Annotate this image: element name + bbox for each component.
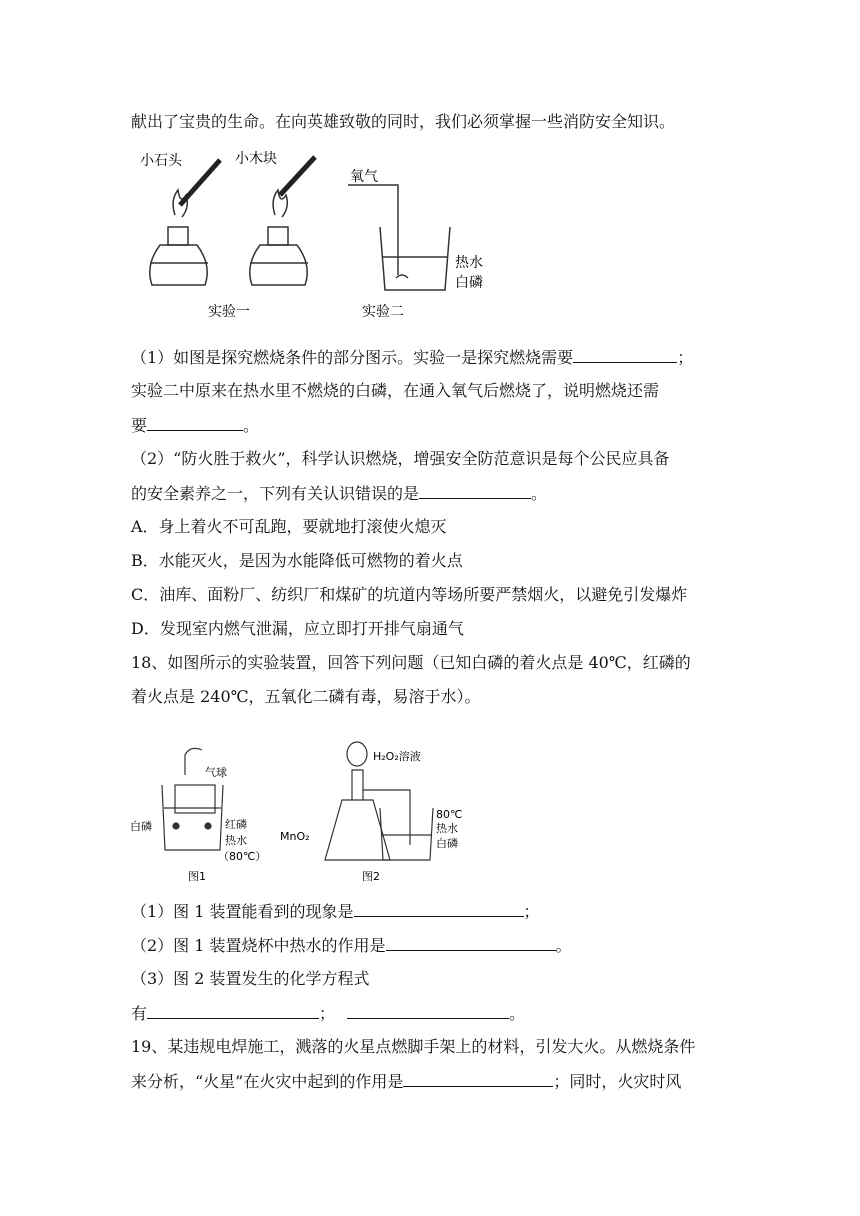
text: 。 — [509, 1004, 526, 1023]
label-balloon: 气球 — [205, 766, 227, 779]
label-h2o2: H₂O₂溶液 — [373, 750, 421, 763]
answer-blank[interactable] — [419, 483, 531, 499]
text: （1）如图是探究燃烧条件的部分图示。实验一是探究燃烧需要 — [131, 348, 574, 367]
text-line — [131, 935, 572, 956]
text-line — [131, 415, 259, 436]
label-whiteP: 白磷 — [130, 820, 152, 833]
text: （1）图 1 装置能看到的现象是 — [131, 902, 354, 921]
text-line — [131, 653, 691, 673]
text-line — [131, 347, 693, 368]
text: （2）图 1 装置烧杯中热水的作用是 — [131, 936, 386, 955]
option-b — [131, 551, 463, 571]
text: ； — [523, 902, 540, 921]
phosphorus-experiment-figure — [130, 720, 470, 890]
label-hotwater: 热水 — [455, 255, 483, 271]
label-whiteP: 白磷 — [455, 275, 483, 291]
text: A．身上着火不可乱跑，要就地打滚使火熄灭 — [131, 517, 447, 536]
label-redP: 红磷 — [225, 818, 247, 831]
label-exp1: 实验一 — [208, 304, 250, 320]
text: ； — [319, 1004, 336, 1023]
text: 要 — [131, 416, 148, 435]
text: 。 — [531, 484, 548, 503]
text: 。 — [243, 416, 260, 435]
text: 19、某违规电焊施工，溅落的火星点燃脚手架上的材料，引发大火。从燃烧条件 — [131, 1037, 696, 1056]
label-stone: 小石头 — [140, 153, 182, 169]
option-c — [131, 585, 687, 605]
text-line — [131, 1037, 695, 1057]
answer-blank[interactable] — [147, 1003, 319, 1019]
text-line — [131, 112, 675, 132]
label-fig2: 图2 — [362, 870, 380, 883]
answer-blank[interactable] — [354, 901, 524, 917]
label-hotwater: 热水 — [225, 834, 247, 847]
text: 。 — [555, 936, 572, 955]
answer-blank[interactable] — [147, 415, 243, 431]
option-a — [131, 517, 447, 537]
text-line — [131, 1071, 681, 1092]
option-d — [131, 619, 464, 639]
label-wood: 小木块 — [235, 151, 277, 167]
text-line — [131, 969, 370, 989]
answer-blank[interactable] — [403, 1071, 553, 1087]
label-mno2: MnO₂ — [280, 830, 310, 843]
text: 来分析，“火星”在火灾中起到的作用是 — [131, 1072, 404, 1091]
text-line — [131, 449, 670, 469]
text: （2）“防火胜于救火”，科学认识燃烧，增强安全防范意识是每个公民应具备 — [131, 449, 670, 468]
text-line — [131, 1003, 525, 1024]
text: 18、如图所示的实验装置，回答下列问题（已知白磷的着火点是 40℃，红磷的 — [131, 653, 691, 672]
answer-blank[interactable] — [347, 1003, 509, 1019]
text: C．油库、面粉厂、纺织厂和煤矿的坑道内等场所要严禁烟火，以避免引发爆炸 — [131, 585, 688, 604]
text: 着火点是 240℃，五氧化二磷有毒，易溶于水）。 — [131, 687, 481, 706]
label-fig1: 图1 — [188, 870, 206, 883]
label-temp: （80℃） — [218, 850, 267, 863]
text-line — [131, 687, 481, 707]
label-oxygen: 氧气 — [350, 169, 378, 185]
label-temp2: 80℃ — [436, 808, 463, 821]
label-hotwater2: 热水 — [436, 822, 458, 835]
label-whiteP2: 白磷 — [436, 837, 458, 850]
label-exp2: 实验二 — [362, 304, 404, 320]
text: 实验二中原来在热水里不燃烧的白磷，在通入氧气后燃烧了，说明燃烧还需 — [131, 381, 660, 400]
text: 有 — [131, 1004, 148, 1023]
text-line — [131, 381, 659, 401]
answer-blank[interactable] — [386, 935, 556, 951]
text: ；同时，火灾时风 — [553, 1072, 682, 1091]
text: ； — [677, 348, 694, 367]
text: D．发现室内燃气泄漏，应立即打开排气扇通气 — [131, 619, 464, 638]
text: B．水能灭火，是因为水能降低可燃物的着火点 — [131, 551, 463, 570]
text: 的安全素养之一，下列有关认识错误的是 — [131, 484, 420, 503]
text-line — [131, 483, 547, 504]
combustion-experiment-figure — [130, 145, 510, 325]
answer-blank[interactable] — [573, 347, 677, 363]
text-line — [131, 901, 540, 922]
text: 献出了宝贵的生命。在向英雄致敬的同时，我们必须掌握一些消防安全知识。 — [131, 112, 676, 131]
text: （3）图 2 装置发生的化学方程式 — [131, 969, 370, 988]
